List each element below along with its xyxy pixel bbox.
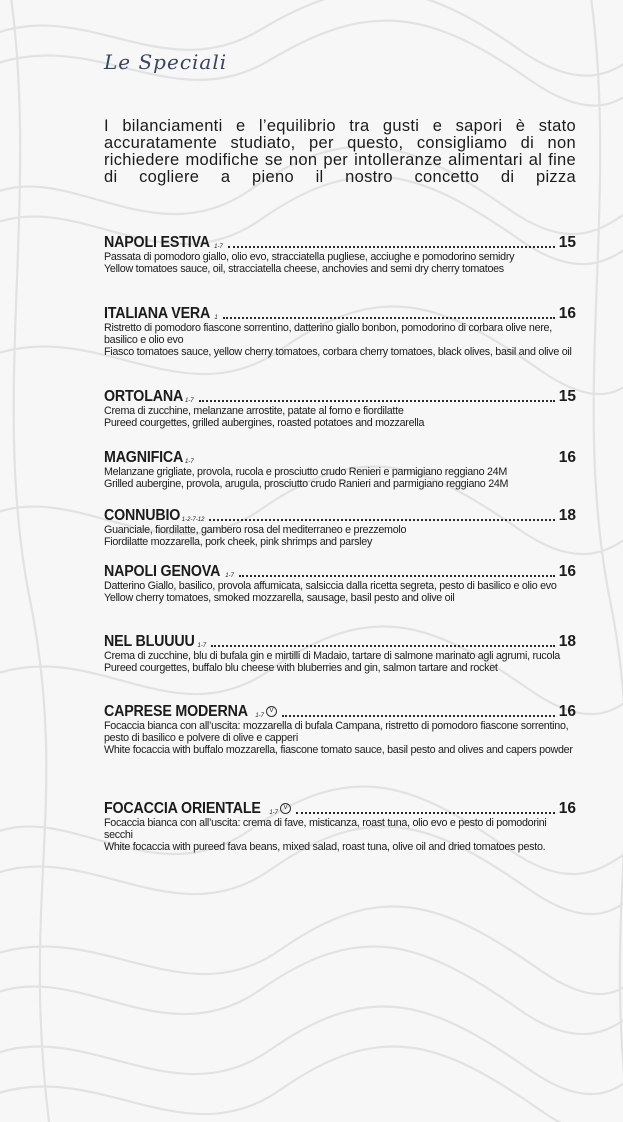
description-english: Fiordilatte mozzarella, pork cheek, pink shrimps and parsley [104,535,373,548]
description-italian: Ristretto di pomodoro fiascone sorrentino, datterino giallo bonbon, pomodorino di corbara olive nere, basilico e olio evo [104,322,552,346]
menu-item [104,564,576,605]
menu-item-price: 16 [558,305,576,322]
allergen-codes: 1-7 [185,459,194,465]
description-english: Grilled aubergine, provola, arugula, prosciutto crudo Ranieri and parmigiano reggiano 24M [104,477,509,490]
intro-paragraph: I bilanciamenti e l’equilibrio tra gusti e sapori è stato accuratamente studiato, per questo, consigliamo di non richiedere modifiche se non per intolleranze alimentari al fine di cogliere a pieno il nostro concetto di pizza [104,117,576,186]
description-english: Yellow cherry tomatoes, smoked mozzarella, sausage, basil pesto and olive oil [104,591,455,604]
menu-item-title-row [104,801,576,818]
menu-item-name: ITALIANA VERA [104,305,211,322]
dot-leader [228,246,555,248]
menu-item-name: NAPOLI GENOVA [104,563,221,580]
menu-item [104,801,576,853]
menu-item-name: ORTOLANA [104,388,184,405]
allergen-codes: 1-7 [225,573,234,579]
menu-item-price: 16 [558,800,576,817]
menu-item-price: 15 [558,388,576,405]
description-english: Yellow tomatoes sauce, oil, stracciatella cheese, anchovies and semi dry cherry tomatoes [104,262,504,275]
menu-item [104,508,576,549]
dot-leader [199,400,555,402]
description-italian: Guanciale, fiordilatte, gambero rosa del mediterraneo e prezzemolo [104,524,407,536]
allergen-codes: 1-7 [214,244,223,250]
menu-item-price: 16 [558,703,576,720]
section-title: Le Speciali [104,50,228,74]
description-italian: Focaccia bianca con all’uscita: mozzarella di bufala Campana, ristretto di pomodoro fiascone sorrentino, pesto di basilico e polvere di olive e capperi [104,720,569,744]
menu-item-title-row [104,634,576,651]
menu-item-title-row [104,389,576,406]
menu-item [104,235,576,276]
allergen-codes: 1-7 [184,398,194,404]
vegetarian-icon: V [280,803,291,814]
allergen-codes: 1-7 [197,643,207,649]
dot-leader [211,645,555,647]
menu-item-name: FOCACCIA ORIENTALE [104,800,261,817]
menu-item-title-row [104,564,576,581]
allergen-codes: 1-7 [255,713,264,719]
menu-item-title-row [104,306,576,323]
description-english: White focaccia with pureed fava beans, mixed salad, roast tuna, olive oil and dried tomatoes pesto. [104,840,546,853]
menu-item-name: NAPOLI ESTIVA [104,234,210,251]
dot-leader [296,812,555,814]
menu-item-price: 16 [558,449,576,466]
menu-item-title-row [104,235,576,252]
description-english: Fiasco tomatoes sauce, yellow cherry tomatoes, corbara cherry tomatoes, black olives, basil and olive oil [104,345,572,358]
description-english: Pureed courgettes, grilled aubergines, roasted potatoes and mozzarella [104,416,425,429]
menu-item-price: 18 [558,507,576,524]
allergen-codes: 1-7 [269,810,279,816]
description-italian: Focaccia bianca con all’uscita: crema di fave, misticanza, roast tuna, olio evo e pesto di pomodorini secchi [104,817,547,841]
dot-leader [282,715,555,717]
menu-item-price: 15 [558,234,576,251]
menu-item-title-row [104,450,576,467]
description-italian: Datterino Giallo, basilico, provola affumicata, salsiccia dalla ricetta segreta, pesto di basilico e olio evo [104,580,557,592]
menu-item-name: CAPRESE MODERNA [104,703,248,720]
dot-leader [239,575,555,577]
description-italian: Melanzane grigliate, provola, rucola e prosciutto crudo Renieri e parmigiano reggiano 24M [104,466,508,478]
allergen-codes: 1-2-7-12 [181,517,205,523]
menu-item [104,306,576,358]
allergen-codes: 1 [214,315,218,321]
menu-item-name: MAGNIFICA [104,449,184,466]
menu-item-name: CONNUBIO [104,507,181,524]
menu-item [104,634,576,675]
menu-item-title-row [104,704,576,721]
description-italian: Passata di pomodoro giallo, olio evo, stracciatella pugliese, acciughe e pomodorino semidry [104,251,515,263]
dot-leader [209,519,554,521]
menu-item [104,450,576,491]
dot-leader [223,317,555,319]
menu-item [104,389,576,430]
menu-item [104,704,576,756]
description-english: White focaccia with buffalo mozzarella, fiascone tomato sauce, basil pesto and olives and capers powder [104,743,573,756]
vegetarian-icon: V [266,706,277,717]
description-italian: Crema di zucchine, blu di bufala gin e mirtilli di Madaio, tartare di salmone marinato agli agrumi, rucola [104,650,560,662]
menu-item-name: NEL BLUUUU [104,633,195,650]
menu-item-price: 18 [558,633,576,650]
description-italian: Crema di zucchine, melanzane arrostite, patate al forno e fiordilatte [104,405,404,417]
menu-item-title-row [104,508,576,525]
menu-item-price: 16 [558,563,576,580]
description-english: Pureed courgettes, buffalo blu cheese with bluberries and gin, salmon tartare and rocket [104,661,498,674]
